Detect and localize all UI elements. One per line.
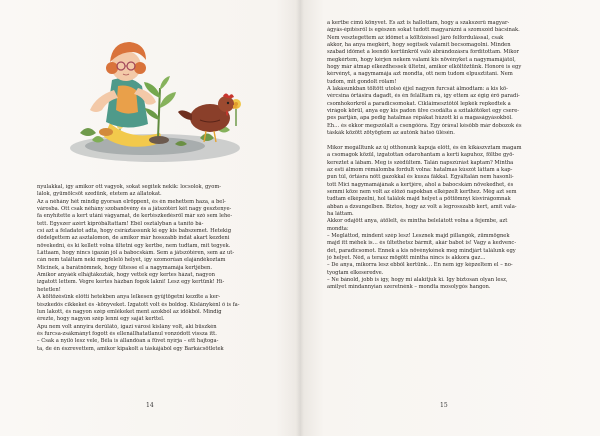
text-line: nyulakkal, így amikor ott vagyok, sokat segítek nekik: locsolok, gyom- bbox=[37, 184, 222, 190]
text-line: – De anya, mikorra lesz ebből kertünk… Én nem így képzeltem el – no- bbox=[327, 262, 513, 269]
text-line: hogy már átmap elkezdhessek ültetni, amikor elköltöztünk. Honoré is egy bbox=[327, 64, 522, 71]
text-line: tyogtam elkeseredve. bbox=[327, 269, 384, 276]
text-line: táskák között zötyögtem az autónk hátsó ülésén. bbox=[327, 130, 455, 137]
right-page-body-text bbox=[327, 20, 563, 292]
text-line: izgatott lettem. Végre kertes házban fogok lakni! Lesz egy kertünk! Hi- bbox=[37, 279, 225, 286]
text-line: tott Mici nagymamájának a kertjére, ahol a babocskám növekedhet, és bbox=[327, 181, 514, 188]
text-line: pes partján, apa pedig hatalmas répákat húzott ki a magaságyásokból. bbox=[327, 115, 513, 122]
text-line: a kertbe című könyvet. És azt is hallottam, hogy a szakszerű magyar- bbox=[327, 20, 510, 26]
text-line: akkor, ha anya megkért, hogy segítsek valamit becsomagolni. Minden bbox=[327, 42, 511, 49]
text-line: Láttaam, hogy nincs igazán jól a babocskám. Sem a játszótéren, sem az ut- bbox=[37, 250, 235, 257]
text-line: érezte, hogy nagyon szép lenni egy saját kerttel. bbox=[37, 316, 165, 323]
text-line: lun lakott, és nagyon szép emlékeket ment azokból az időkből. Mindig bbox=[37, 308, 222, 315]
text-line: az esti álmom rémálomba fordult volna: hatalmas kúszót láttam a kap- bbox=[327, 166, 513, 173]
text-line: szabad időmet a leendő kertünkről való ábrándozásra fordítottam. Mikor bbox=[327, 49, 520, 56]
text-line: amilyet mindannyian szeretnénk – mondta mosolygós hangon. bbox=[327, 284, 491, 291]
text-line: Akkor odajött anya, átölelt, és mintha belelátott volna a fejembe, azt bbox=[327, 218, 508, 225]
text-line: ta, de én észrevettem, amikor kipakolt a táskájából egy Barkácsötletek bbox=[37, 345, 224, 352]
text-line: – Ne bánold, jobb is így, hogy mi alakítjuk ki. Így biztosan olyan lesz, bbox=[327, 277, 508, 284]
text-line bbox=[327, 138, 563, 145]
text-line: Mikor megálltunk az új otthonunk kapuja előtt, és én kikászvztam magam bbox=[327, 144, 522, 151]
text-line: Amikor anyáék elhájtákozták, hogy vettek egy kertes házat, nagyon bbox=[37, 272, 215, 279]
text-line: városba. Ott csak néhány szobanövény és a játszótéri két nagy gesztenye- bbox=[37, 206, 232, 213]
text-line: kereztet a lábam. Meg is szédültem. Talán napszúrást kaptam? Mintha bbox=[327, 159, 514, 166]
book-gutter bbox=[296, 0, 304, 436]
text-line: jó helyet. Néd, a terasz mögött mintha nincs is akkora gaz… bbox=[327, 255, 486, 261]
text-line: megkértem, hogy kérjen nekem valami kis növényket a nagymamájától, bbox=[327, 56, 516, 63]
girl-and-hen-illustration bbox=[40, 28, 260, 178]
text-line: A költözésünk előtti hetekben anya lelkesen gyűjtögetni kezdte a ker- bbox=[37, 294, 221, 301]
left-page-number: 14 bbox=[146, 402, 154, 409]
text-line: tészkedős cikkeket és -könyveket. Izgatott volt és boldog. Kislánykénl ő is fa- bbox=[37, 301, 240, 308]
text-line: tudom, mit gondolt rólam! bbox=[327, 78, 397, 85]
text-line: pun túl, őrtásra nőtt gazokkal és kusza fákkal. Egyáltalán nem hasonlí- bbox=[327, 174, 514, 181]
text-line: A lakásunkban töltött utolsó éjjel nagyon furcsát álmodtam: a kis kö- bbox=[327, 86, 508, 93]
text-line: tett. Egyszer azért kipróbáltattam! Ebél osztályban a tanító bá- bbox=[37, 220, 204, 227]
text-line: Az a néhány hét mindig gyorsan elröppent, és én mehettem haza, a bel- bbox=[37, 198, 226, 205]
text-line: fa enyhítette a kert utáni vágyamat, de kertészkedésről már szó sem lehe- bbox=[37, 213, 233, 220]
text-line: ha láttam. bbox=[327, 210, 354, 217]
text-line: – Csak a nyíló lesz vele, Béla is állandóan a füvet nyírja – ett hajtoga- bbox=[37, 338, 219, 345]
text-line: csi azt a feladatot adta, hogy csíráztassunk ki egy kis babszemet. Hetekig bbox=[37, 228, 232, 235]
text-line: lálok, gyümölcsöt szedünk, etetem az állatokat. bbox=[37, 191, 162, 198]
text-line: majd itt méhek is… és ültethetsz bármit, akár babot is! Vagy a kedvenc- bbox=[327, 240, 517, 247]
text-line: ágyás-építésről is egészen sokat tudott magyarázni a szomszéd bácsinak. bbox=[327, 27, 520, 34]
left-page-body-text bbox=[37, 184, 265, 353]
text-line: Micinek, a barátnőmnek, hogy ültesse el a nagymamája kertjében. bbox=[37, 264, 213, 271]
text-line: det, paradicsomot. Ennek a kis növénykének meg mindjárt találunk egy bbox=[327, 247, 516, 254]
text-line: abban a dzsungelben. Biztos, hogy az volt a legrosszabb kert, amit vala- bbox=[327, 203, 517, 210]
text-line: cán nem találtam neki megfelelő helyet, így szomorúan elajándékoztam bbox=[37, 257, 226, 264]
text-line: – Megláttod, mindent szép lesz! Lesznek majd pillangók, zümmögnek bbox=[327, 232, 510, 239]
text-line: csomhokorkról a paradicsomokat. Cikláimesztőtől lepkék repkedtek a bbox=[327, 100, 511, 107]
text-line: semmi köze nem volt az előző napokban elképzelt kerthez. Még azt sem bbox=[327, 188, 517, 195]
right-page-number: 15 bbox=[440, 402, 448, 409]
text-line: Nem vesztegettem az időmet a költözéssel járó felfordulással, csak bbox=[327, 34, 504, 41]
text-line: kérvényt, a nagymamája azt mondta, ott nem tudom elpusztítani. Nem bbox=[327, 71, 513, 78]
text-line: dédelgettem az asztalomon, de amikor már hosszabb indát akart kezdeni bbox=[37, 235, 230, 242]
text-line: hetetlen! bbox=[37, 286, 61, 293]
text-line: vércsina őrtásira dagadt, és én felálltam rá, így ettem az égig érő paradi- bbox=[327, 93, 520, 100]
text-line: növekedni, és ki kellett volna ültetni egy kertbe, nem tudtam, mit tegyek. bbox=[37, 242, 231, 249]
text-line: tudtam elképzelni, hol találok majd helyet a pöttömnyi kisvirágomnak bbox=[327, 196, 511, 203]
text-line: mondta: bbox=[327, 225, 349, 232]
text-line: a csomagok közül, izgatottan odarohantam a kerti kapuhoz, föltbe gyö- bbox=[327, 152, 515, 159]
text-line: és furcsa-zsákmányt fogott és ellenállhatatlanul vonzódott vissza itt. bbox=[37, 330, 217, 337]
text-line: virágok körül, anya egy kis padon ülve csodálta a szitakötőket egy csere- bbox=[327, 108, 520, 115]
text-line: Apu nem volt annyira derűlátó, igazi városi kislány volt, aki büszkén bbox=[37, 323, 217, 330]
text-line: Éh… és ekkor megszólalt a csengőóra. Egy órával később már dobozok és bbox=[327, 122, 522, 129]
